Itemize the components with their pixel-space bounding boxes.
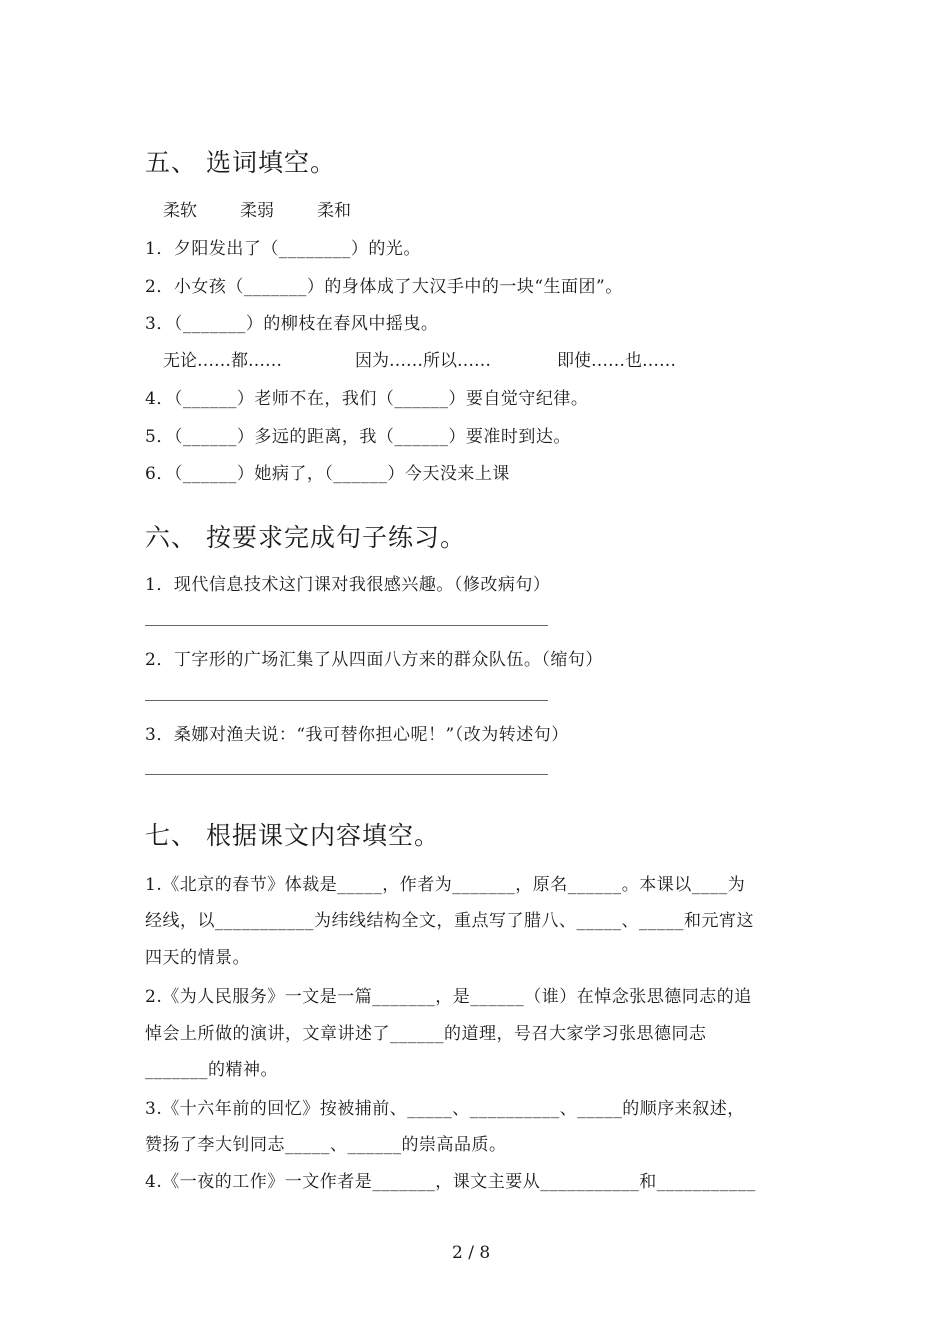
question-item: 2．小女孩（_______）的身体成了大汉手中的一块“生面团”。 [145,277,623,297]
page-number: 2 / 8 [452,1243,491,1263]
question-item: 5．（______）多远的距离，我（______）要准时到达。 [145,427,571,447]
section6-heading: 六、 按要求完成句子练习。 [145,523,466,552]
section7-heading: 七、 根据课文内容填空。 [145,821,440,850]
question-item: 1．夕阳发出了（________）的光。 [145,239,421,259]
question-item: 2．丁字形的广场汇集了从四面八方来的群众队伍。（缩句） [145,650,603,670]
answer-line[interactable] [145,774,548,775]
word-option: 无论……都…… [163,351,282,371]
paragraph-line: 4.《一夜的工作》一文作者是_______，课文主要从___________和___________ [145,1172,756,1192]
paragraph-line: 经线，以___________为纬线结构全文，重点写了腊八、_____、_____和元宵这 [145,911,754,931]
word-option: 即使……也…… [557,351,676,371]
answer-line[interactable] [145,700,548,701]
question-item: 3．桑娜对渔夫说：“我可替你担心呢！”（改为转述句） [145,725,569,745]
paragraph-line: 3.《十六年前的回忆》按被捕前、_____、__________、_____的顺序来叙述， [145,1099,745,1119]
question-item: 6．（______）她病了，（______）今天没来上课 [145,464,510,484]
word-option: 柔弱 [240,201,274,221]
word-option: 柔软 [163,201,197,221]
paragraph-line: 赞扬了李大钊同志_____、______的崇高品质。 [145,1135,507,1155]
word-option: 因为……所以…… [355,351,491,371]
question-item: 3．（_______）的柳枝在春风中摇曳。 [145,314,439,334]
answer-line[interactable] [145,625,548,626]
paragraph-line: _______的精神。 [145,1060,278,1080]
section5-heading: 五、 选词填空。 [145,148,336,177]
word-option: 柔和 [317,201,351,221]
question-item: 1．现代信息技术这门课对我很感兴趣。（修改病句） [145,575,551,595]
question-item: 4．（______）老师不在，我们（______）要自觉守纪律。 [145,389,589,409]
paragraph-line: 悼会上所做的演讲，文章讲述了______的道理，号召大家学习张思德同志 [145,1024,707,1044]
paragraph-line: 2.《为人民服务》一文是一篇_______，是______（谁）在悼念张思德同志的追 [145,987,752,1007]
paragraph-line: 1.《北京的春节》体裁是_____，作者为_______，原名______。本课以____为 [145,875,746,895]
paragraph-line: 四天的情景。 [145,948,250,968]
